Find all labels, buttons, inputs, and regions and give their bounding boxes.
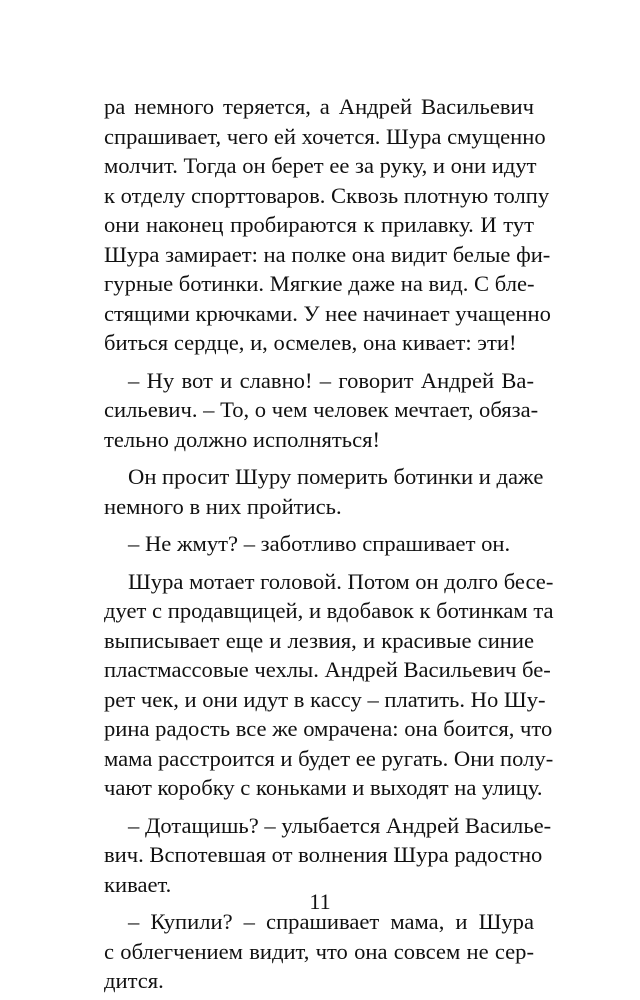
paragraph xyxy=(104,811,552,900)
text-line: рина радость все же омрачена: она боится, что xyxy=(104,716,553,741)
text-line: – Не жмут? – заботливо спрашивает он. xyxy=(128,531,511,556)
text-line: дится. xyxy=(104,968,164,993)
text-line: к отделу спорттоваров. Сквозь плотную толпу xyxy=(104,182,550,208)
text-line: кивает. xyxy=(104,871,172,897)
text-line: стящими крючками. У нее начинает учащенно xyxy=(104,300,551,326)
text-line: молчит. Тогда он берет ее за руку, и они идут xyxy=(104,153,537,178)
text-line: вич. Вспотевшая от волнения Шура радостно xyxy=(104,842,543,867)
text-line: чают коробку с коньками и выходят на улицу. xyxy=(104,775,543,800)
text-line: – Купили? – спрашивает мама, и Шура xyxy=(128,909,534,934)
text-line: – Дотащишь? – улыбается Андрей Василье- xyxy=(128,812,552,838)
paragraph xyxy=(104,462,544,521)
text-line: гурные ботинки. Мягкие даже на вид. С бле- xyxy=(104,271,535,296)
text-line: сильевич. – То, о чем человек мечтает, обяза- xyxy=(104,397,539,422)
text-line: рет чек, и они идут в кассу – платить. Но Шу- xyxy=(104,686,546,712)
text-line: выписывает еще и лезвия, и красивые синие xyxy=(104,627,534,653)
text-line: дует с продавщицей, и вдобавок к ботинкам та xyxy=(104,598,554,623)
text-line: – Ну вот и славно! – говорит Андрей Ва- xyxy=(128,367,534,393)
text-line: Шура мотает головой. Потом он долго бесе- xyxy=(128,568,554,594)
text-line: немного в них пройтись. xyxy=(104,493,342,519)
text-line: Он просит Шуру померить ботинки и даже xyxy=(128,464,544,489)
text-line: мама расстроится и будет ее ругать. Они полу- xyxy=(104,745,554,771)
page-number: 11 xyxy=(309,889,331,914)
text-line: ра немного теряется, а Андрей Васильевич xyxy=(104,94,534,119)
text-line: Шура замирает: на полке она видит белые фи- xyxy=(104,241,551,267)
page-text xyxy=(104,92,554,996)
text-line: тельно должно исполняться! xyxy=(104,426,381,452)
paragraph xyxy=(104,567,554,803)
text-line: спрашивает, чего ей хочется. Шура смущенно xyxy=(104,123,546,149)
text-line: они наконец пробираются к прилавку. И тут xyxy=(104,212,534,237)
paragraph xyxy=(104,92,551,358)
text-line: пластмассовые чехлы. Андрей Васильевич бе- xyxy=(104,657,551,682)
text-line: биться сердце, и, осмелев, она кивает: эти! xyxy=(104,330,517,355)
paragraph xyxy=(104,907,534,996)
paragraph xyxy=(104,529,534,559)
paragraph xyxy=(104,366,539,455)
text-line: с облегчением видит, что она совсем не сер- xyxy=(104,938,534,964)
